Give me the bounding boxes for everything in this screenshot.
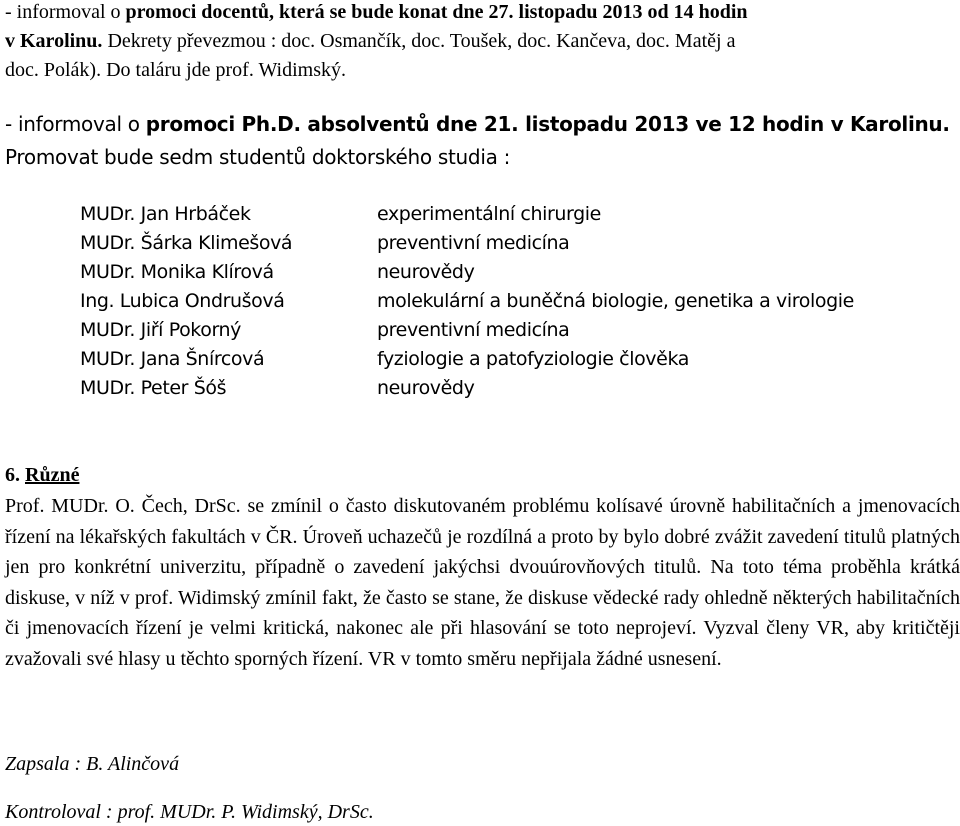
- gown-text: doc. Polák). Do taláru jde prof. Widimský.: [5, 59, 346, 81]
- checked-by: Kontroloval : prof. MUDr. P. Widimský, DrSc.: [5, 801, 374, 823]
- graduate-field: preventivní medicína: [377, 232, 570, 254]
- karolinum-line: [5, 29, 735, 53]
- graduate-field: fyziologie a patofyziologie člověka: [377, 348, 689, 370]
- line-prefix: - informoval o: [5, 1, 126, 23]
- phd-promotion-bold: promoci Ph.D. absolventů dne 21. listopadu 2013 ve 12 hodin v Karolinu.: [145, 112, 950, 136]
- graduate-field: experimentální chirurgie: [377, 203, 601, 225]
- line-prefix: - informoval o: [5, 112, 146, 136]
- decrees-text: Dekrety převezmou : doc. Osmančík, doc. Toušek, doc. Kančeva, doc. Matěj a: [102, 30, 736, 52]
- graduate-field: molekulární a buněčná biologie, genetika a virologie: [377, 290, 854, 312]
- graduate-name: MUDr. Jiří Pokorný: [80, 319, 242, 341]
- graduate-name: MUDr. Jana Šnírcová: [80, 348, 265, 370]
- graduate-field: preventivní medicína: [377, 319, 570, 341]
- phd-students-line: [5, 145, 510, 169]
- section-heading: [5, 463, 79, 487]
- graduate-name: MUDr. Peter Šóš: [80, 377, 227, 399]
- recorded-by: Zapsala : B. Alinčová: [5, 753, 180, 775]
- section-title: Různé: [25, 464, 80, 486]
- graduate-name: MUDr. Šárka Klimešová: [80, 232, 293, 254]
- section-paragraph: Prof. MUDr. O. Čech, DrSc. se zmínil o často diskutovaném problému kolísavé úrovně habilitačních a jmenovacích řízení na lékařských fakultách v ČR. Úroveň uchazečů je rozdílná a proto by bylo dobré zvážit zavedení titulů platných jen pro konkrétní univerzitu, případně o zavedení jakýchsi dvouúrovňových titulů. Na toto téma proběhla krátká diskuse, v níž v prof. Widimský zmínil fakt, že často se stane, že diskuse vědecké rady ohledně některých habilitačních či jmenovacích řízení je velmi kritická, nakonec ale při hlasování se toto neprojeví. Vyzval členy VR, aby kritičtěji zvažovali své hlasy u těchto sporných řízení. VR v tomto směru nepřijala žádné usnesení.: [5, 495, 960, 670]
- section-number: 6.: [5, 464, 25, 486]
- phd-promotion-line: [5, 112, 950, 137]
- graduate-name: MUDr. Jan Hrbáček: [80, 203, 251, 225]
- graduate-name: Ing. Lubica Ondrušová: [80, 290, 285, 312]
- karolinum-bold: v Karolinu.: [5, 30, 103, 52]
- graduate-name: MUDr. Monika Klírová: [80, 261, 274, 283]
- graduate-field: neurovědy: [377, 377, 475, 399]
- gown-line: [5, 58, 346, 82]
- phd-students-text: Promovat bude sedm studentů doktorského studia :: [5, 145, 511, 169]
- docent-promotion-bold: promoci docentů, která se bude konat dne 27. listopadu 2013 od 14 hodin: [125, 1, 748, 23]
- graduate-field: neurovědy: [377, 261, 475, 283]
- docent-promotion-line: [5, 0, 748, 24]
